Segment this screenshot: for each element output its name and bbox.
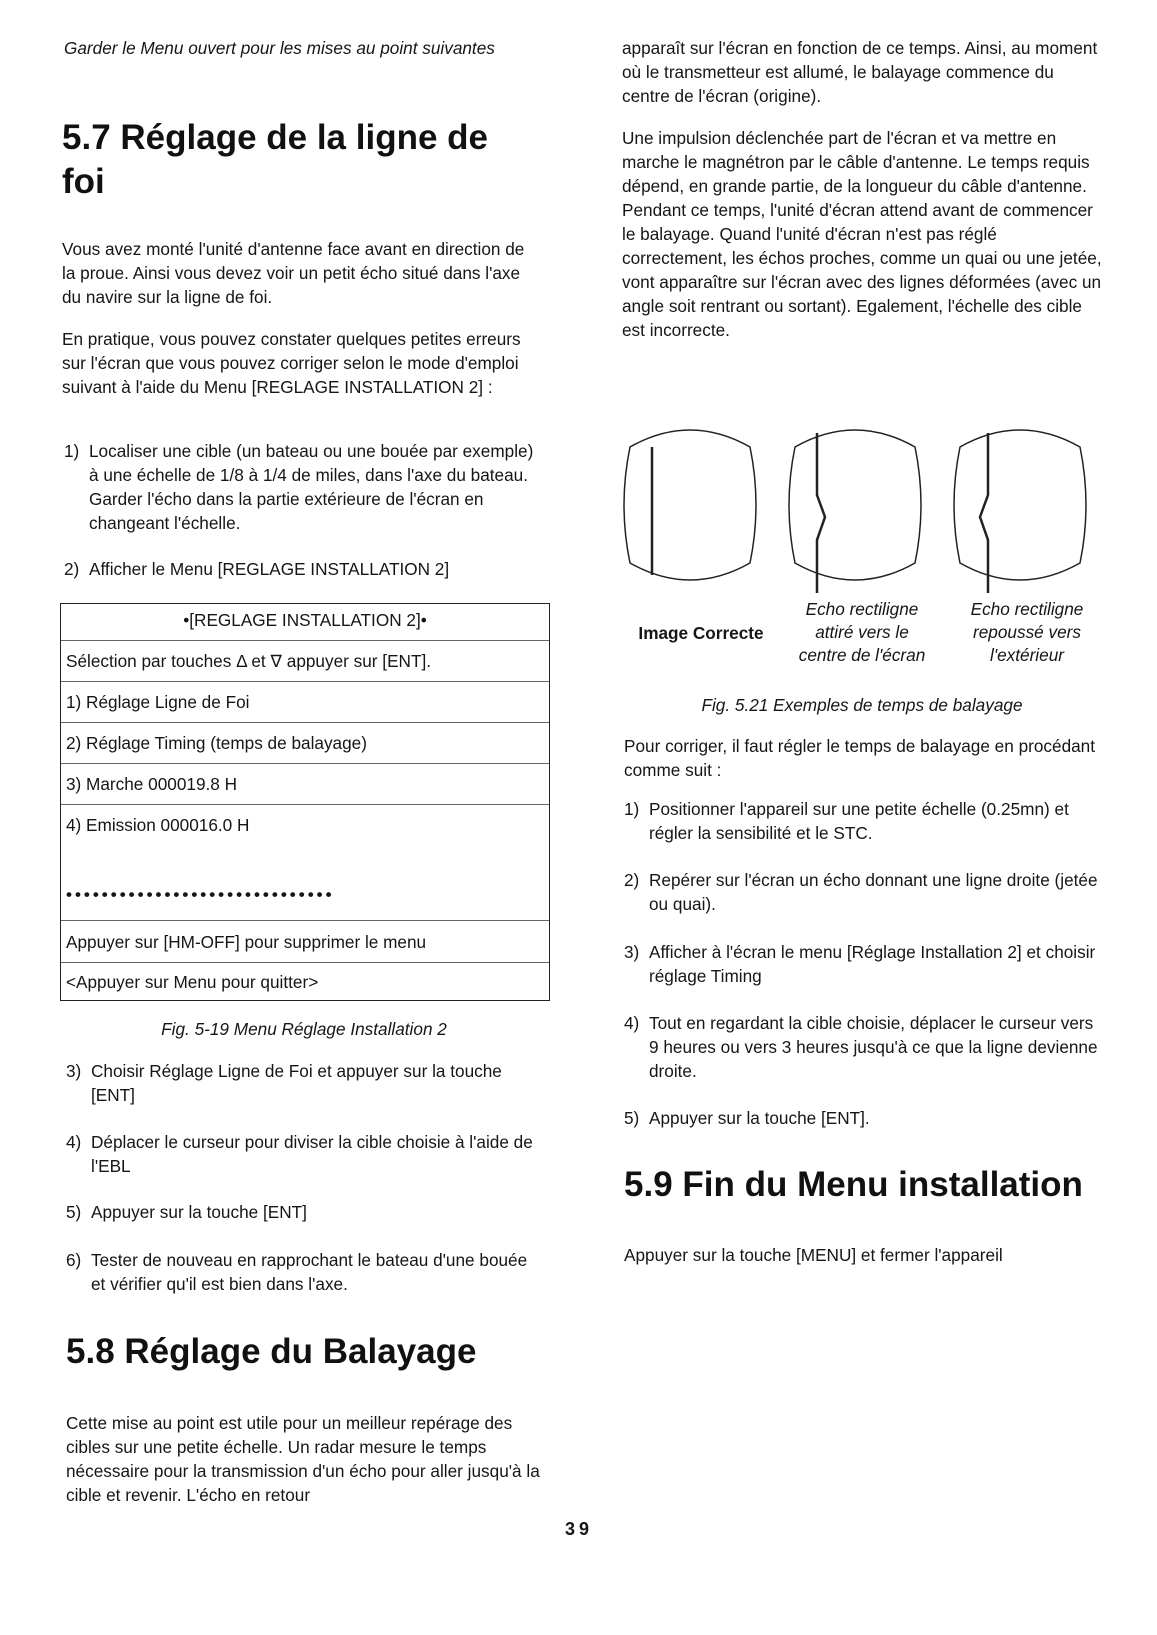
- list-text: Positionner l'appareil sur une petite échelle (0.25mn) et régler la sensibilité et le STC.: [649, 799, 1069, 843]
- list-number: 2): [624, 870, 640, 890]
- list-text: Afficher à l'écran le menu [Réglage Installation 2] et choisir réglage Timing: [649, 942, 1096, 986]
- menu-separator: [61, 722, 549, 723]
- list-text: Localiser une cible (un bateau ou une bouée par exemple) à une échelle de 1/8 à 1/4 de miles, dans l'axe du bateau. Garder l'écho dans la partie extérieure de l'écran en changeant l'échelle.: [89, 441, 534, 533]
- list-number: 4): [66, 1132, 82, 1152]
- list-item: [66, 1248, 546, 1296]
- caption-pushed-out: [947, 598, 1107, 667]
- menu-item-emission-hours: 4) Emission 000016.0 H: [66, 815, 250, 835]
- list-number: 5): [624, 1108, 640, 1128]
- screen-pulled-center: [789, 430, 921, 593]
- list-item: [66, 1059, 546, 1107]
- menu-title: •[REGLAGE INSTALLATION 2]•: [183, 610, 427, 630]
- screen-pushed-out: [954, 430, 1086, 593]
- screen-correct: [624, 430, 756, 580]
- list-item: [624, 1011, 1102, 1083]
- paragraph-sweep-continued: apparaît sur l'écran en fonction de ce temps. Ainsi, au moment où le transmetteur est allumé, le balayage commence du centre de l'écran (origine).: [622, 38, 1098, 106]
- caption-correct-image: Image Correcte: [638, 623, 764, 643]
- list-number: 1): [624, 799, 640, 819]
- list-text: Tester de nouveau en rapprochant le bateau d'une bouée et vérifier qu'il est bien dans l'axe.: [91, 1250, 528, 1294]
- menu-item-heading-line: 1) Réglage Ligne de Foi: [66, 692, 250, 712]
- caption-line: attiré vers le: [815, 622, 909, 642]
- list-number: 2): [64, 559, 80, 579]
- list-number: 1): [64, 441, 80, 461]
- caption-line: centre de l'écran: [798, 645, 926, 665]
- list-text: Afficher le Menu [REGLAGE INSTALLATION 2]: [89, 559, 450, 579]
- caption-line: l'extérieur: [990, 645, 1064, 665]
- menu-separator: [61, 962, 549, 963]
- menu-select-hint: Sélection par touches Δ et ∇ appuyer sur [ENT].: [66, 651, 431, 671]
- intro-note: Garder le Menu ouvert pour les mises au point suivantes: [64, 38, 495, 58]
- list-number: 3): [66, 1061, 82, 1081]
- menu-separator: [61, 763, 549, 764]
- list-text: Déplacer le curseur pour diviser la cible choisie à l'aide de l'EBL: [91, 1132, 533, 1176]
- list-item: [624, 868, 1102, 916]
- list-item: [624, 1106, 1102, 1130]
- list-item: [64, 439, 544, 535]
- menu-dotted-line: ••••••••••••••••••••••••••••••: [66, 885, 335, 904]
- caption-pulled-center: [782, 598, 942, 667]
- paragraph-sweep-intro: Cette mise au point est utile pour un meilleur repérage des cibles sur une petite échelle. Un radar mesure le temps nécessaire pour la transmission d'un écho pour aller jusqu'à la cible et revenir. L'écho en retour: [66, 1413, 540, 1505]
- menu-item-run-hours: 3) Marche 000019.8 H: [66, 774, 238, 794]
- menu-separator: [61, 640, 549, 641]
- paragraph-correction: Pour corriger, il faut régler le temps de balayage en procédant comme suit :: [624, 736, 1096, 780]
- list-number: 4): [624, 1013, 640, 1033]
- menu-separator: [61, 920, 549, 921]
- heading-5-8: 5.8 Réglage du Balayage: [66, 1332, 477, 1371]
- list-item: [624, 797, 1102, 845]
- menu-box: [60, 603, 550, 1001]
- list-number: 3): [624, 942, 640, 962]
- menu-separator: [61, 804, 549, 805]
- list-item: [64, 557, 544, 581]
- menu-item-timing: 2) Réglage Timing (temps de balayage): [66, 733, 367, 753]
- list-number: 5): [66, 1202, 82, 1222]
- list-item: [624, 940, 1102, 988]
- figure-caption-5-19: Fig. 5-19 Menu Réglage Installation 2: [161, 1019, 447, 1039]
- heading-5-7: 5.7 Réglage de la ligne de foi: [62, 118, 488, 201]
- paragraph-antenna: Vous avez monté l'unité d'antenne face avant en direction de la proue. Ainsi vous devez voir un petit écho situé dans l'axe du navire sur la ligne de foi.: [62, 239, 525, 307]
- paragraph-pulse: Une impulsion déclenchée part de l'écran et va mettre en marche le magnétron par le câble d'antenne. Le temps requis dépend, en grande partie, de la longueur du câble d'antenne. Pendant ce temps, l'unité d'écran attend avant de commencer le balayage. Quand l'unité d'écran n'est pas réglé correctement, les échos proches, comme un quai ou une jetée, vont apparaître sur l'écran avec des lignes déformées (avec un angle soit rentrant ou sortant). Egalement, l'échelle des cible est incorrecte.: [622, 128, 1102, 340]
- paragraph-end-menu: Appuyer sur la touche [MENU] et fermer l'appareil: [624, 1245, 1003, 1265]
- heading-5-9: 5.9 Fin du Menu installation: [624, 1165, 1083, 1204]
- sweep-diagram: [622, 425, 1102, 605]
- list-text: Tout en regardant la cible choisie, déplacer le curseur vers 9 heures ou vers 3 heures jusqu'à ce que la ligne devienne droite.: [649, 1013, 1098, 1081]
- menu-hm-off-hint: Appuyer sur [HM-OFF] pour supprimer le menu: [66, 932, 427, 952]
- menu-quit-hint: <Appuyer sur Menu pour quitter>: [66, 972, 319, 992]
- list-text: Repérer sur l'écran un écho donnant une ligne droite (jetée ou quai).: [649, 870, 1098, 914]
- caption-line: Echo rectiligne: [970, 599, 1084, 619]
- caption-line: Echo rectiligne: [805, 599, 919, 619]
- caption-line: repoussé vers: [973, 622, 1081, 642]
- figure-caption-5-21: Fig. 5.21 Exemples de temps de balayage: [701, 695, 1023, 715]
- list-text: Appuyer sur la touche [ENT].: [649, 1108, 870, 1128]
- list-number: 6): [66, 1250, 82, 1270]
- menu-separator: [61, 681, 549, 682]
- page-number: 39: [565, 1519, 594, 1539]
- list-item: [66, 1200, 546, 1224]
- list-text: Appuyer sur la touche [ENT]: [91, 1202, 307, 1222]
- paragraph-practice: En pratique, vous pouvez constater quelques petites erreurs sur l'écran que vous pouvez corriger selon le mode d'emploi suivant à l'aide du Menu [REGLAGE INSTALLATION 2] :: [62, 329, 521, 397]
- list-item: [66, 1130, 546, 1178]
- list-text: Choisir Réglage Ligne de Foi et appuyer sur la touche [ENT]: [91, 1061, 502, 1105]
